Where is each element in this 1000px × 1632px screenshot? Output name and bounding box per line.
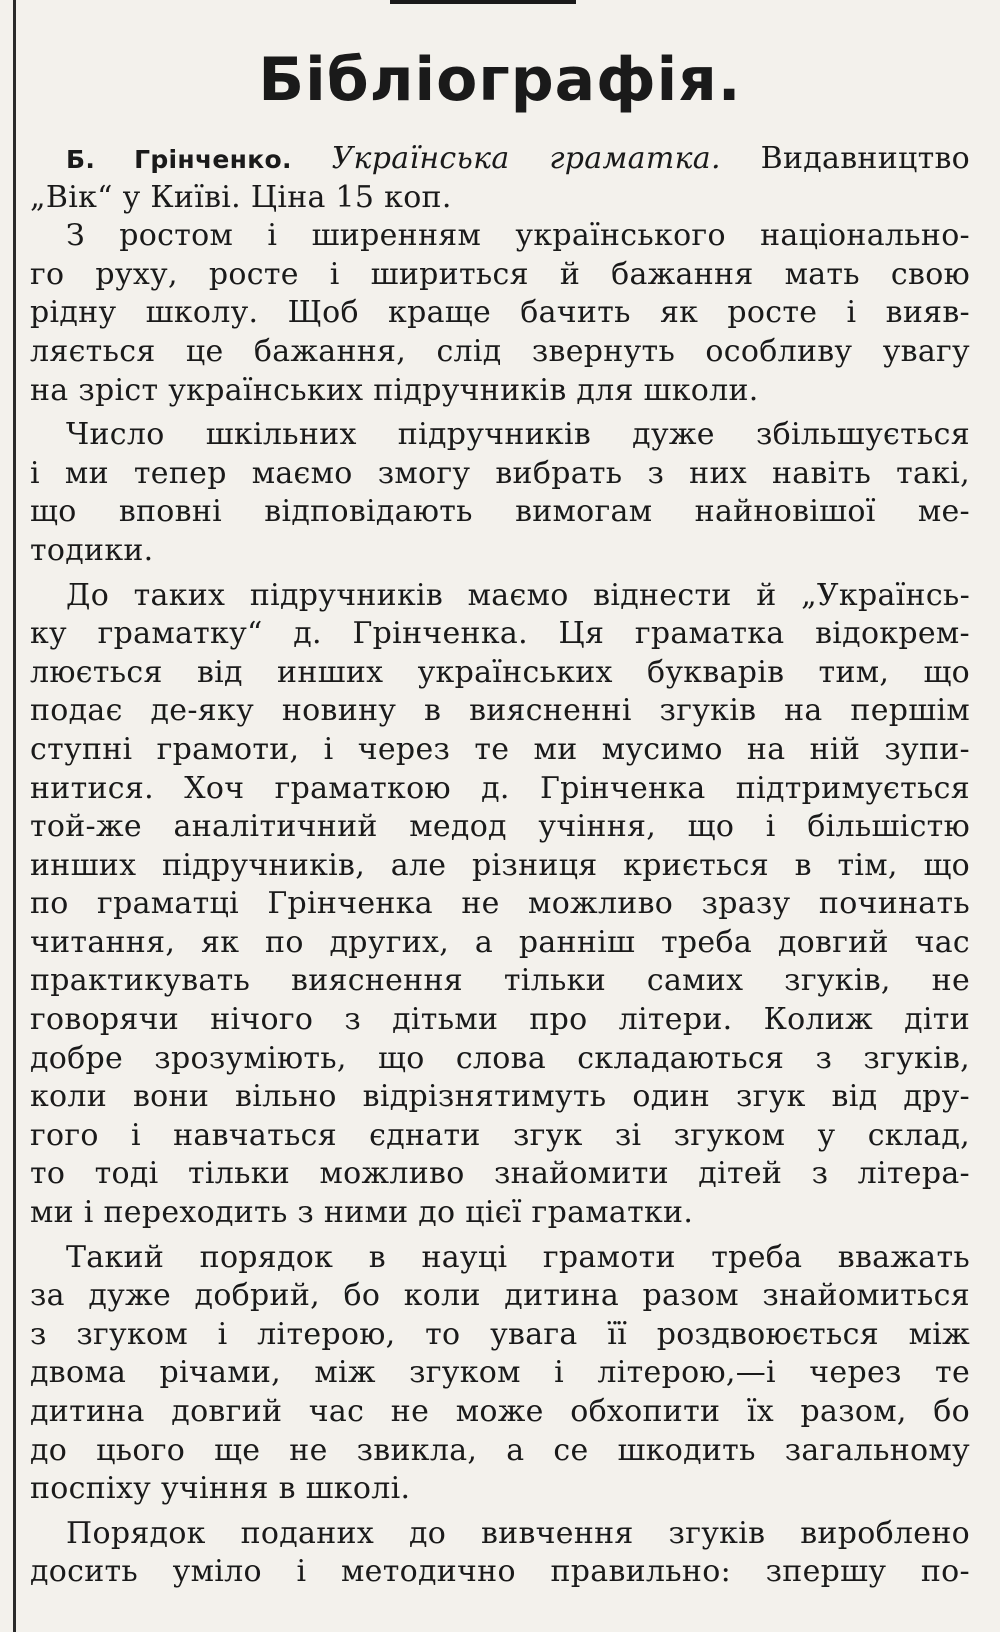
- text-line: ляється це бажання, слід звернуть особливу увагу: [30, 333, 970, 369]
- text-line: Такий порядок в науці грамоти треба вважать: [66, 1239, 970, 1275]
- text-line: за дуже добрий, бо коли дитина разом знайомиться: [30, 1278, 970, 1314]
- text-line: той-же аналітичний медод учіння, що і більшістю: [30, 809, 970, 845]
- text-line: дитина довгий час не може обхопити їх разом, бо: [30, 1394, 970, 1429]
- paragraph: [30, 1515, 970, 1592]
- paragraph: [30, 416, 970, 570]
- text-line: Число шкільних підручників дуже збільшується: [66, 417, 970, 453]
- citation-line-1: [30, 140, 970, 179]
- text-line: нитися. Хоч граматкою д. Грінченка підтримується: [30, 770, 970, 806]
- text-line: ми і переходить з ними до цієї граматки.: [30, 1195, 694, 1231]
- text-line: говорячи нічого з дітьми про літери. Колиж діти: [30, 1002, 970, 1038]
- text-line: коли вони вільно відрізнятимуть один згук від дру-: [30, 1079, 970, 1115]
- text-line: люється від инших українських букварів тим, що: [30, 654, 970, 690]
- text-line: досить уміло і методично правильно: зпершу по-: [30, 1554, 970, 1590]
- text-line: до цього ще не звикла, а се шкодить загальному: [30, 1432, 970, 1468]
- text-line: До таких підручників маємо віднести й „Українсь-: [66, 577, 970, 613]
- text-line: инших підручників, але різниця криється в тім, що: [30, 847, 970, 883]
- article-body: [30, 217, 970, 1592]
- citation-publisher: Видавництво: [760, 141, 971, 176]
- citation-line-2: „Вік“ у Київі. Ціна 15 коп.: [30, 179, 452, 215]
- text-line: поспіху учіння в школі.: [30, 1471, 411, 1507]
- text-line: го руху, росте і шириться й бажання мать свою: [30, 256, 970, 292]
- text-line: і ми тепер маємо змогу вибрать з них навіть такі,: [30, 455, 970, 491]
- text-line: ку граматку“ д. Грінченка. Ця граматка відокрем-: [30, 616, 970, 652]
- text-line: практикувать вияснення тільки самих згуків, не: [30, 963, 970, 999]
- citation-title: Українська граматка.: [331, 141, 721, 176]
- citation-author: Б. Грінченко.: [66, 145, 292, 174]
- text-line: тодики.: [30, 532, 154, 568]
- text-line: З ростом і шиpенням українського національно-: [66, 218, 970, 254]
- paragraph: [30, 577, 970, 1233]
- text-line: з згуком і літерою, то увага її роздвоюється між: [30, 1316, 970, 1352]
- paragraph: [30, 217, 970, 410]
- paragraph: [30, 1239, 970, 1509]
- text-line: по граматці Грінченка не можливо зразу починать: [30, 886, 970, 922]
- text-line: ступні грамоти, і через те ми мусимо на ній зупи-: [30, 731, 970, 767]
- text-line: що вповні відповідають вимогам найновішої ме-: [30, 494, 970, 530]
- text-line: читання, як по других, а ранніш треба довгий час: [30, 924, 970, 960]
- text-line: добре зрозуміють, що слова складаються з згуків,: [30, 1040, 970, 1076]
- text-line: на зріст українських підручників для школи.: [30, 372, 759, 408]
- section-heading: Бібліографія.: [258, 45, 742, 115]
- text-line: гого і навчаться єднати згук зі згуком у склад,: [30, 1117, 970, 1153]
- article-column: [30, 30, 970, 1592]
- text-line: Порядок поданих до вивчення згуків вироблено: [66, 1515, 970, 1551]
- text-line: двома річами, між згуком і літерою,—і через те: [30, 1355, 970, 1391]
- column-rule: [13, 0, 16, 1632]
- text-line: рідну школу. Щоб краще бачить як росте і вияв-: [30, 295, 970, 331]
- text-line: то тоді тільки можливо знайомити дітей з літера-: [30, 1156, 970, 1192]
- text-line: подає де-яку новину в виясненні згуків на першім: [30, 693, 970, 729]
- top-separator: [390, 0, 576, 4]
